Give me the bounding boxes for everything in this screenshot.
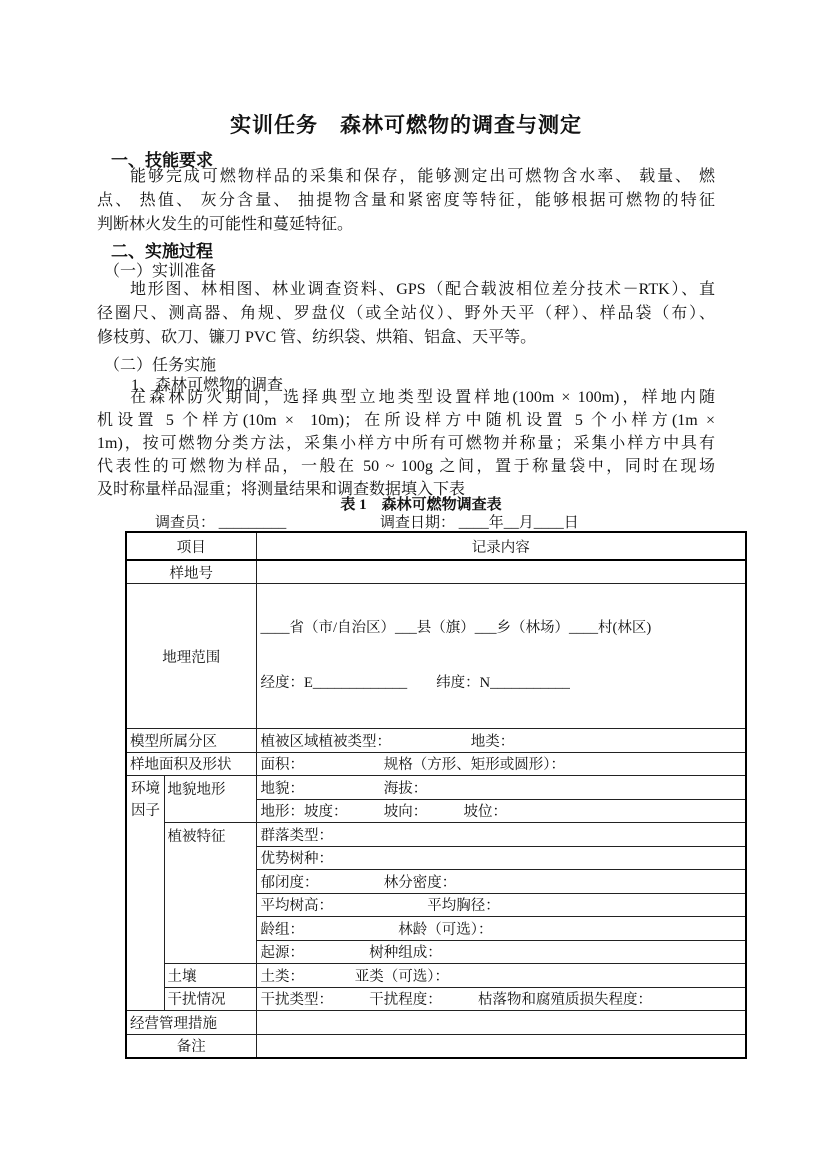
table-row (126, 1034, 746, 1058)
canopy-density-cell: 郁闭度： 林分密度： (256, 870, 746, 894)
table-row (126, 560, 746, 584)
table-row (126, 752, 746, 776)
dominant-species-cell: 优势树种： (256, 846, 746, 870)
terrain-label-cell: 地貌地形 (164, 776, 256, 823)
text-line: 在森林防火期间，选择典型立地类型设置样地(100m × 100m)，样地内随 (130, 389, 715, 406)
table-row (126, 964, 746, 988)
plot-area-content-cell: 面积： 规格（方形、矩形或圆形）： (256, 752, 746, 776)
header-item-cell: 项目 (126, 532, 256, 560)
management-label-cell: 经营管理措施 (126, 1011, 256, 1035)
paragraph-skill (97, 167, 715, 239)
env-factor-label-cell: 环境因子 (126, 776, 164, 1011)
geo-range-content-cell (256, 584, 746, 729)
text-line: 地形图、林相图、林业调查资料、GPS（配合载波相位差分技术－RTK）、直 (130, 281, 715, 298)
landform-elevation-cell: 地貌： 海拔： (256, 776, 746, 800)
remark-content-cell (256, 1034, 746, 1058)
vegetation-label-cell: 植被特征 (164, 823, 256, 964)
plot-number-content-cell (256, 560, 746, 584)
fuel-survey-table (125, 531, 747, 1059)
text-line: 径圈尺、测高器、角规、罗盘仪（或全站仪）、野外天平（秤）、样品袋（布）、 (97, 305, 715, 322)
management-content-cell (256, 1011, 746, 1035)
text-line: 机设置 5 个样方(10m × 10m)；在所设样方中随机设置 5 个小样方(1m × (97, 412, 715, 429)
table-row (126, 823, 746, 847)
table-row (126, 776, 746, 800)
plot-number-label-cell: 样地号 (126, 560, 256, 584)
text-line: 点、 热值、 灰分含量、 抽提物含量和紧密度等特征，能够根据可燃物的特征 (97, 192, 715, 209)
numbered-heading-fuel-survey: 1、森林可燃物的调查 (131, 377, 284, 394)
table-caption: 表 1 森林可燃物调查表 (340, 497, 502, 513)
text-line: 修枝剪、砍刀、镰刀 PVC 管、纺织袋、烘箱、铝盒、天平等。 (97, 329, 537, 346)
model-zone-content-cell: 植被区域植被类型： 地类： (256, 729, 746, 753)
plot-area-label-cell: 样地面积及形状 (126, 752, 256, 776)
subheading-task-implementation: （二）任务实施 (104, 357, 217, 374)
geo-range-label-cell: 地理范围 (126, 584, 256, 729)
slope-cell: 地形：坡度： 坡向： 坡位： (256, 799, 746, 823)
community-type-cell: 群落类型： (256, 823, 746, 847)
text-line: 1m)，按可燃物分类方法，采集小样方中所有可燃物并称量；采集小样方中具有 (97, 435, 715, 452)
soil-content-cell: 土类： 亚类（可选）： (256, 964, 746, 988)
table-row (126, 987, 746, 1011)
heading-skill-requirements: 一、技能要求 (111, 151, 213, 170)
document-title: 实训任务 森林可燃物的调查与测定 (230, 113, 582, 137)
geo-coords-line: 经度：E_____________ 纬度：N___________ (260, 675, 570, 691)
disturbance-content-cell: 干扰类型： 干扰程度： 枯落物和腐殖质损失程度： (256, 987, 746, 1011)
surveyor-date-line (97, 511, 745, 531)
model-zone-label-cell: 模型所属分区 (126, 729, 256, 753)
remark-label-cell: 备注 (126, 1034, 256, 1058)
age-group-cell: 龄组： 林龄（可选）： (256, 917, 746, 941)
soil-label-cell: 土壤 (164, 964, 256, 988)
table-row (126, 532, 746, 560)
origin-composition-cell: 起源： 树种组成： (256, 940, 746, 964)
disturbance-label-cell: 干扰情况 (164, 987, 256, 1011)
header-content-cell: 记录内容 (256, 532, 746, 560)
paragraph-preparation (97, 280, 715, 352)
text-line: 及时称量样品湿重；将测量结果和调查数据填入下表 (97, 481, 466, 498)
surveyor-field: 调查员： _________ (155, 515, 287, 531)
paragraph-survey-method (97, 388, 715, 503)
table-row (126, 729, 746, 753)
heading-implementation-process: 二、实施过程 (111, 242, 213, 261)
text-line: 代表性的可燃物为样品，一般在 50 ~ 100g 之间，置于称量袋中，同时在现场 (97, 458, 715, 475)
avg-height-dbh-cell: 平均树高： 平均胸径： (256, 893, 746, 917)
table-row (126, 584, 746, 729)
geo-admin-line: ____省（市/自治区）___县（旗）___乡（林场）____村(林区) (260, 620, 652, 636)
text-line: 能够完成可燃物样品的采集和保存，能够测定出可燃物含水率、 载量、 燃 (130, 168, 715, 185)
survey-date-field: 调查日期： ____年__月____日 (380, 515, 579, 531)
table-row (126, 1011, 746, 1035)
subheading-training-preparation: （一）实训准备 (104, 263, 217, 280)
text-line: 判断林火发生的可能性和蔓延特征。 (97, 216, 354, 233)
